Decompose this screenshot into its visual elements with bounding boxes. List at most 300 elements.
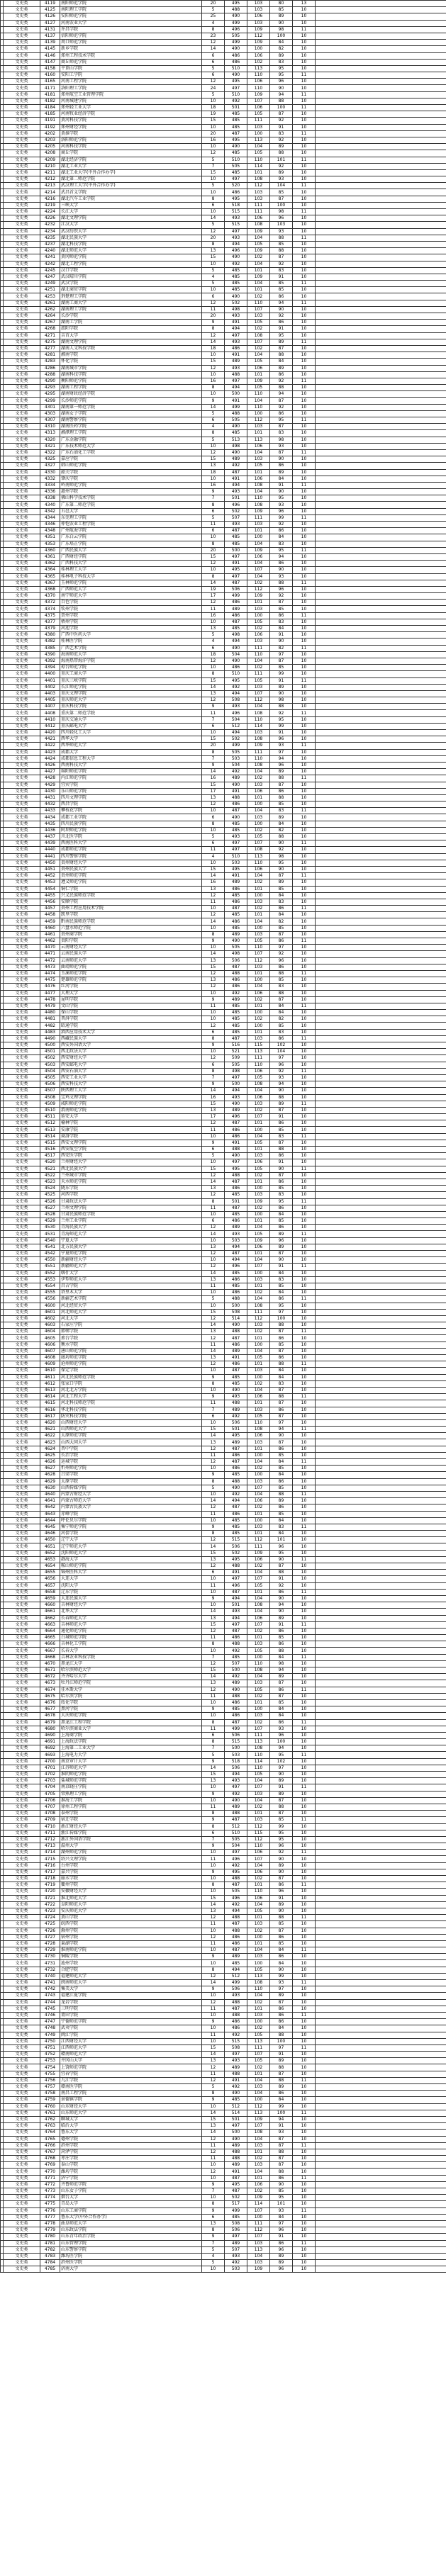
school-name-cell: 湖北经济学院 (60, 157, 202, 163)
table-row (1, 612, 446, 619)
school-code-cell: 4290 (40, 378, 60, 384)
table-row (1, 1016, 446, 1023)
min-score-cell: 505 (225, 945, 247, 951)
math-score-cell: 91 (270, 2123, 293, 2130)
chinese-score-cell: 103 (247, 1641, 270, 1648)
plan-count-cell: 7 (202, 2188, 225, 2195)
row-trailing-cell (316, 2266, 446, 2273)
plan-count-cell: 16 (202, 1094, 225, 1101)
english-score-cell: 10 (293, 274, 316, 280)
plan-count-cell: 9 (202, 1817, 225, 1823)
school-code-cell: 4717 (40, 1869, 60, 1875)
plan-count-cell: 10 (202, 730, 225, 736)
category-cell: 文史类 (4, 1355, 40, 1361)
school-name-cell: 河北工程大学 (60, 1394, 202, 1400)
min-score-cell: 501 (225, 2116, 247, 2122)
school-name-cell: 绥化学院 (60, 1699, 202, 1706)
math-score-cell: 86 (270, 1355, 293, 1361)
school-name-cell: 山西大同大学 (60, 1439, 202, 1446)
min-score-cell: 515 (225, 2038, 247, 2045)
min-score-cell: 487 (225, 1628, 247, 1634)
category-cell: 文史类 (4, 1361, 40, 1368)
min-score-cell: 486 (225, 1934, 247, 1940)
chinese-score-cell: 107 (247, 98, 270, 104)
school-name-cell: 河池学院 (60, 626, 202, 632)
row-trailing-cell (316, 1595, 446, 1602)
min-score-cell: 489 (225, 1439, 247, 1446)
category-cell: 文史类 (4, 1784, 40, 1791)
school-code-cell: 4192 (40, 124, 60, 130)
plan-count-cell: 10 (202, 1466, 225, 1472)
school-name-cell: 河北经贸大学 (60, 1303, 202, 1309)
row-trailing-cell (316, 1023, 446, 1029)
min-score-cell: 488 (225, 1693, 247, 1699)
english-score-cell: 10 (293, 1778, 316, 1784)
plan-count-cell: 10 (202, 1016, 225, 1023)
math-score-cell: 89 (270, 1901, 293, 1908)
school-name-cell: 重庆师范大学 (60, 697, 202, 704)
min-score-cell: 497 (225, 378, 247, 384)
min-score-cell: 506 (225, 1419, 247, 1426)
row-trailing-cell (316, 13, 446, 20)
row-trailing-cell (316, 1856, 446, 1862)
min-score-cell: 489 (225, 1225, 247, 1231)
min-score-cell: 493 (225, 365, 247, 371)
table-row (1, 899, 446, 905)
category-cell: 文史类 (4, 26, 40, 33)
school-code-cell: 4422 (40, 743, 60, 749)
min-score-cell: 506 (225, 2227, 247, 2234)
math-score-cell: 96 (270, 1062, 293, 1068)
chinese-score-cell: 106 (247, 2181, 270, 2188)
math-score-cell: 86 (270, 1882, 293, 1889)
table-row (1, 892, 446, 899)
school-code-cell: 4758 (40, 2091, 60, 2097)
row-trailing-cell (316, 1439, 446, 1446)
plan-count-cell: 10 (202, 189, 225, 196)
school-code-cell: 4701 (40, 1765, 60, 1771)
category-cell: 文史类 (4, 639, 40, 645)
row-trailing-cell (316, 476, 446, 482)
school-code-cell: 4670 (40, 1660, 60, 1667)
school-name-cell: 佳木斯大学 (60, 1687, 202, 1693)
min-score-cell: 505 (225, 417, 247, 424)
row-trailing-cell (316, 632, 446, 639)
min-score-cell: 494 (225, 690, 247, 697)
category-cell: 文史类 (4, 1862, 40, 1869)
math-score-cell: 86 (270, 410, 293, 417)
table-row (1, 1147, 446, 1153)
category-cell: 文史类 (4, 417, 40, 424)
row-trailing-cell (316, 339, 446, 345)
school-code-cell: 4661 (40, 1609, 60, 1615)
chinese-score-cell: 102 (247, 2064, 270, 2071)
math-score-cell: 90 (270, 1908, 293, 1914)
table-row (1, 196, 446, 202)
min-score-cell: 500 (225, 1745, 247, 1752)
table-row (1, 1823, 446, 1830)
min-score-cell: 485 (225, 1472, 247, 1478)
table-row (1, 2091, 446, 2097)
school-name-cell: 宁夏大学 (60, 1237, 202, 1244)
min-score-cell: 500 (225, 1303, 247, 1309)
plan-count-cell: 11 (202, 1921, 225, 1928)
school-code-cell: 4385 (40, 645, 60, 651)
school-name-cell: 贵州商学院 (60, 931, 202, 938)
chinese-score-cell: 106 (247, 553, 270, 560)
plan-count-cell: 8 (202, 430, 225, 437)
category-cell: 文史类 (4, 2214, 40, 2220)
category-cell: 文史类 (4, 1264, 40, 1270)
row-trailing-cell (316, 281, 446, 287)
english-score-cell: 10 (293, 1380, 316, 1387)
chinese-score-cell: 101 (247, 1335, 270, 1342)
table-row (1, 33, 446, 39)
plan-count-cell: 10 (202, 352, 225, 359)
table-row (1, 2006, 446, 2012)
plan-count-cell: 15 (202, 1550, 225, 1556)
plan-count-cell: 6 (202, 72, 225, 79)
category-cell: 文史类 (4, 1394, 40, 1400)
chinese-score-cell: 102 (247, 1719, 270, 1726)
table-row (1, 1419, 446, 1426)
table-row (1, 2149, 446, 2155)
plan-count-cell: 15 (202, 118, 225, 124)
school-code-cell: 4530 (40, 1225, 60, 1231)
school-name-cell: 云南师范大学 (60, 957, 202, 964)
category-cell: 文史类 (4, 1062, 40, 1068)
category-cell: 文史类 (4, 59, 40, 65)
school-name-cell: 安徽财经大学 (60, 1889, 202, 1895)
row-trailing-cell (316, 847, 446, 853)
school-code-cell: 4723 (40, 1908, 60, 1914)
school-code-cell: 4615 (40, 1400, 60, 1407)
school-code-cell: 4125 (40, 7, 60, 13)
min-score-cell: 499 (225, 2207, 247, 2214)
category-cell: 文史类 (4, 2091, 40, 2097)
english-score-cell: 10 (293, 1074, 316, 1081)
table-row (1, 1446, 446, 1452)
english-score-cell: 10 (293, 1869, 316, 1875)
english-score-cell: 10 (293, 437, 316, 443)
row-trailing-cell (316, 704, 446, 710)
chinese-score-cell: 106 (247, 866, 270, 872)
plan-count-cell: 10 (202, 860, 225, 866)
school-code-cell: 4604 (40, 1329, 60, 1335)
table-row (1, 1218, 446, 1225)
chinese-score-cell: 100 (247, 821, 270, 827)
row-trailing-cell (316, 645, 446, 651)
min-score-cell: 497 (225, 847, 247, 853)
school-name-cell: 佛山科学技术学院 (60, 495, 202, 502)
chinese-score-cell: 100 (247, 534, 270, 541)
school-name-cell: 沈阳大学 (60, 1582, 202, 1589)
min-score-cell: 497 (225, 85, 247, 91)
table-row (1, 7, 446, 13)
school-code-cell: 4361 (40, 553, 60, 560)
school-name-cell: 牡丹江师范学院 (60, 1680, 202, 1687)
chinese-score-cell: 106 (247, 215, 270, 222)
school-name-cell: 怀化学院 (60, 359, 202, 365)
english-score-cell: 10 (293, 502, 316, 508)
row-trailing-cell (316, 1830, 446, 1836)
min-score-cell: 514 (225, 1315, 247, 1322)
table-row (1, 671, 446, 677)
school-name-cell: 泰山学院 (60, 2162, 202, 2169)
chinese-score-cell: 109 (247, 228, 270, 235)
chinese-score-cell: 105 (247, 111, 270, 118)
category-cell: 文史类 (4, 241, 40, 247)
category-cell: 文史类 (4, 1921, 40, 1928)
table-row (1, 371, 446, 378)
math-score-cell: 86 (270, 528, 293, 534)
min-score-cell: 492 (225, 1901, 247, 1908)
min-score-cell: 485 (225, 267, 247, 274)
row-trailing-cell (316, 1290, 446, 1296)
category-cell: 文史类 (4, 1068, 40, 1074)
school-name-cell: 西昌学院 (60, 802, 202, 808)
plan-count-cell: 10 (202, 1290, 225, 1296)
math-score-cell: 97 (270, 945, 293, 951)
english-score-cell: 10 (293, 111, 316, 118)
row-trailing-cell (316, 1609, 446, 1615)
category-cell: 文史类 (4, 2266, 40, 2273)
row-trailing-cell (316, 1621, 446, 1628)
english-score-cell: 10 (293, 410, 316, 417)
chinese-score-cell: 103 (247, 1791, 270, 1797)
plan-count-cell: 13 (202, 248, 225, 254)
english-score-cell: 11 (293, 2207, 316, 2214)
table-row (1, 1791, 446, 1797)
min-score-cell: 490 (225, 1153, 247, 1159)
plan-count-cell: 10 (202, 2012, 225, 2018)
school-name-cell: 河南牧业经济学院 (60, 111, 202, 118)
table-row (1, 91, 446, 98)
english-score-cell: 10 (293, 964, 316, 970)
min-score-cell: 492 (225, 769, 247, 775)
category-cell: 文史类 (4, 1120, 40, 1127)
table-row (1, 2207, 446, 2214)
school-name-cell: 昆明学院 (60, 996, 202, 1003)
category-cell: 文史类 (4, 2038, 40, 2045)
school-name-cell: 滁州学院 (60, 1928, 202, 1934)
row-trailing-cell (316, 1244, 446, 1250)
category-cell: 文史类 (4, 665, 40, 671)
min-score-cell: 494 (225, 326, 247, 332)
row-trailing-cell (316, 1843, 446, 1850)
math-score-cell: 93 (270, 1074, 293, 1081)
table-row (1, 977, 446, 984)
row-trailing-cell (316, 1602, 446, 1609)
school-name-cell: 长江师范学院 (60, 684, 202, 690)
english-score-cell: 11 (293, 1654, 316, 1660)
english-score-cell: 11 (293, 2142, 316, 2149)
chinese-score-cell: 103 (247, 730, 270, 736)
school-code-cell: 4551 (40, 1264, 60, 1270)
category-cell: 文史类 (4, 1576, 40, 1582)
chinese-score-cell: 110 (247, 1752, 270, 1758)
school-name-cell: 宜宾学院 (60, 782, 202, 788)
category-cell: 文史类 (4, 1478, 40, 1485)
row-trailing-cell (316, 1570, 446, 1576)
school-code-cell: 4718 (40, 1876, 60, 1882)
school-code-cell: 4377 (40, 619, 60, 625)
min-score-cell: 502 (225, 508, 247, 514)
table-row (1, 2162, 446, 2169)
row-trailing-cell (316, 2142, 446, 2149)
min-score-cell: 487 (225, 964, 247, 970)
row-trailing-cell (316, 228, 446, 235)
chinese-score-cell: 103 (247, 1322, 270, 1329)
row-trailing-cell (316, 437, 446, 443)
category-cell: 文史类 (4, 482, 40, 488)
row-trailing-cell (316, 1641, 446, 1648)
plan-count-cell: 10 (202, 945, 225, 951)
school-name-cell: 三明学院 (60, 2006, 202, 2012)
school-name-cell: 衡水学院 (60, 1342, 202, 1348)
category-cell: 文史类 (4, 1172, 40, 1179)
math-score-cell: 89 (270, 1862, 293, 1869)
min-score-cell: 490 (225, 449, 247, 456)
min-score-cell: 488 (225, 1641, 247, 1648)
min-score-cell: 491 (225, 1570, 247, 1576)
row-trailing-cell (316, 1850, 446, 1856)
english-score-cell: 11 (293, 482, 316, 488)
english-score-cell: 11 (293, 710, 316, 716)
category-cell: 文史类 (4, 2077, 40, 2083)
school-code-cell: 4232 (40, 222, 60, 228)
english-score-cell: 10 (293, 1576, 316, 1582)
school-name-cell: 新疆艺术学院 (60, 1296, 202, 1303)
school-name-cell: 黑龙江工程学院 (60, 1719, 202, 1726)
math-score-cell: 87 (270, 1329, 293, 1335)
school-code-cell: 4473 (40, 964, 60, 970)
english-score-cell: 10 (293, 7, 316, 13)
school-code-cell: 4286 (40, 365, 60, 371)
math-score-cell: 89 (270, 814, 293, 821)
math-score-cell: 91 (270, 730, 293, 736)
school-code-cell: 4601 (40, 1309, 60, 1315)
school-code-cell: 4441 (40, 853, 60, 860)
school-name-cell: 肇庆学院 (60, 476, 202, 482)
min-score-cell: 490 (225, 938, 247, 945)
math-score-cell: 100 (270, 1315, 293, 1322)
table-row (1, 2071, 446, 2077)
table-row (1, 808, 446, 814)
category-cell: 文史类 (4, 984, 40, 990)
school-code-cell: 4628 (40, 1472, 60, 1478)
category-cell: 文史类 (4, 736, 40, 743)
plan-count-cell: 13 (202, 1908, 225, 1914)
chinese-score-cell: 102 (247, 59, 270, 65)
school-code-cell: 4552 (40, 1270, 60, 1276)
plan-count-cell: 25 (202, 13, 225, 20)
english-score-cell: 10 (293, 1973, 316, 1979)
school-name-cell: 廊坊师范学院 (60, 1355, 202, 1361)
chinese-score-cell: 106 (247, 1498, 270, 1504)
plan-count-cell: 12 (202, 40, 225, 46)
english-score-cell: 10 (293, 984, 316, 990)
math-score-cell: 95 (270, 72, 293, 79)
plan-count-cell: 5 (202, 183, 225, 189)
plan-count-cell: 11 (202, 2032, 225, 2038)
school-code-cell: 4408 (40, 710, 60, 716)
english-score-cell: 13 (293, 1, 316, 7)
school-code-cell: 4731 (40, 1960, 60, 1967)
min-score-cell: 486 (225, 2025, 247, 2032)
chinese-score-cell: 110 (247, 72, 270, 79)
table-row (1, 1101, 446, 1107)
english-score-cell: 10 (293, 957, 316, 964)
plan-count-cell: 12 (202, 1361, 225, 1368)
table-row (1, 320, 446, 326)
plan-count-cell: 12 (202, 1459, 225, 1466)
math-score-cell: 85 (270, 2188, 293, 2195)
math-score-cell: 92 (270, 951, 293, 957)
category-cell: 文史类 (4, 1147, 40, 1153)
table-row (1, 248, 446, 254)
math-score-cell: 99 (270, 2103, 293, 2110)
plan-count-cell: 5 (202, 65, 225, 72)
chinese-score-cell: 108 (247, 736, 270, 743)
chinese-score-cell: 100 (247, 1127, 270, 1133)
row-trailing-cell (316, 782, 446, 788)
category-cell: 文史类 (4, 437, 40, 443)
table-row (1, 326, 446, 332)
chinese-score-cell: 103 (247, 2142, 270, 2149)
plan-count-cell: 11 (202, 1804, 225, 1810)
school-code-cell: 4763 (40, 2123, 60, 2130)
plan-count-cell: 13 (202, 1107, 225, 1113)
chinese-score-cell: 105 (247, 834, 270, 840)
table-row (1, 254, 446, 261)
math-score-cell: 86 (270, 964, 293, 970)
row-trailing-cell (316, 1882, 446, 1889)
school-code-cell: 4262 (40, 306, 60, 313)
school-code-cell: 4513 (40, 1127, 60, 1133)
english-score-cell: 10 (293, 456, 316, 463)
category-cell: 文史类 (4, 860, 40, 866)
min-score-cell: 489 (225, 775, 247, 782)
plan-count-cell: 12 (202, 984, 225, 990)
school-name-cell: 广西财经学院 (60, 553, 202, 560)
table-row (1, 1166, 446, 1172)
plan-count-cell: 10 (202, 443, 225, 449)
category-cell: 文史类 (4, 1114, 40, 1120)
english-score-cell: 10 (293, 2052, 316, 2058)
school-name-cell: 龙岩学院 (60, 1999, 202, 2006)
math-score-cell: 94 (270, 755, 293, 762)
min-score-cell: 485 (225, 118, 247, 124)
table-row (1, 710, 446, 716)
min-score-cell: 488 (225, 2071, 247, 2077)
school-code-cell: 4334 (40, 482, 60, 488)
school-name-cell: 广西科技大学 (60, 561, 202, 567)
school-name-cell: 华北科技学院 (60, 1407, 202, 1413)
school-name-cell: 太原学院 (60, 1478, 202, 1485)
school-code-cell: 4224 (40, 209, 60, 215)
table-row (1, 1973, 446, 1979)
chinese-score-cell: 108 (247, 1602, 270, 1609)
category-cell: 文史类 (4, 1830, 40, 1836)
row-trailing-cell (316, 215, 446, 222)
plan-count-cell: 12 (202, 2149, 225, 2155)
chinese-score-cell: 114 (247, 2201, 270, 2207)
min-score-cell: 494 (225, 1772, 247, 1778)
math-score-cell: 95 (270, 1752, 293, 1758)
min-score-cell: 499 (225, 1980, 247, 1986)
english-score-cell: 10 (293, 13, 316, 20)
